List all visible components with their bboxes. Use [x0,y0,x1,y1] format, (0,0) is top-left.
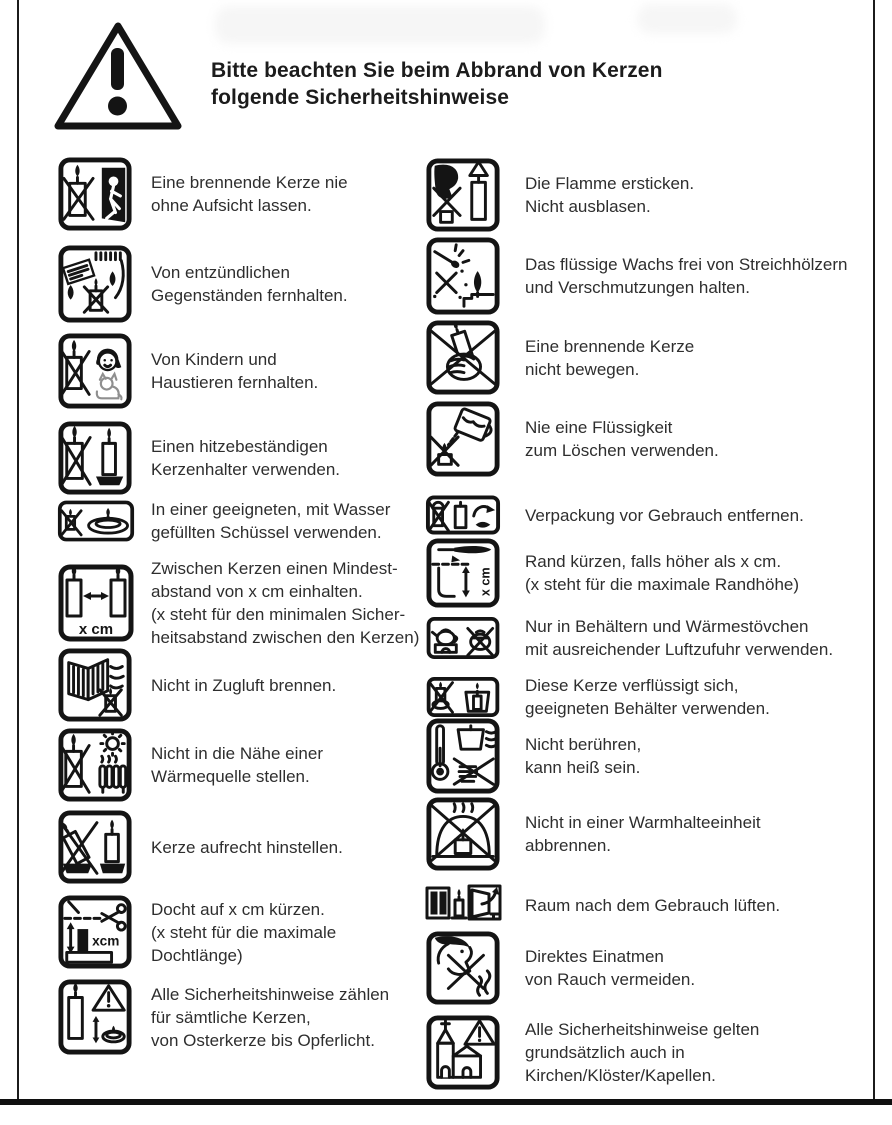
no-heat-source-icon [57,727,135,803]
safety-item [425,884,780,926]
safety-item [57,156,348,232]
safety-item-text: Einen hitzebeständigen Kerzenhalter verwenden. [151,437,341,479]
safety-item-text: Zwischen Kerzen einen Mindest- abstand von x cm einhalten. (x steht für den minimalen Sicher- heitsabstand zwischen den Kerzen) [151,559,420,647]
safety-item [57,894,336,970]
candle-distance-icon [57,560,135,646]
safety-item-text: Von Kindern und Haustieren fernhalten. [151,350,319,392]
safety-item-text: Nie eine Flüssigkeit zum Löschen verwenden. [525,418,719,460]
safety-item-text: Das flüssige Wachs frei von Streichhölzern und Verschmutzungen halten. [525,255,848,297]
safety-item-text: Direktes Einatmen von Rauch vermeiden. [525,947,696,989]
safety-item-text: Alle Sicherheitshinweise gelten grundsätzlich auch in Kirchen/Klöster/Kapellen. [525,1020,760,1085]
page-title-line2: folgende Sicherheitshinweise [211,86,510,109]
safety-item-text: Die Flamme ersticken. Nicht ausblasen. [525,174,695,216]
remove-packaging-icon [425,494,503,536]
safety-item [57,727,323,803]
safety-item-text: Verpackung vor Gebrauch entfernen. [525,505,804,525]
safety-item [425,319,694,396]
safety-item [57,244,348,324]
svg-text:x cm: x cm [78,621,114,638]
page-border-left [17,0,19,1101]
no-smoke-inhalation-icon [425,930,503,1006]
upright-candle-icon [57,809,135,885]
ventilate-room-icon [425,884,503,926]
church-use-icon [425,1014,503,1091]
safety-item-text: In einer geeigneten, mit Wasser gefüllten Schüssel verwenden. [151,500,391,542]
safety-item [425,157,694,233]
safety-item-text: Docht auf x cm kürzen. (x steht für die maximale Dochtlänge) [151,899,337,965]
safety-item [425,930,695,1006]
safety-item-text: Alle Sicherheitshinweise zählen für sämtliche Kerzen, von Osterkerze bis Opferlicht. [151,984,390,1050]
safety-item [425,236,848,316]
no-draft-icon [57,647,135,723]
safety-item-text: Eine brennende Kerze nicht bewegen. [525,336,695,379]
page-title [211,57,663,111]
unattended-candle-icon [57,156,135,232]
safety-item-text: Rand kürzen, falls höher als x cm. (x steht für die maximale Randhöhe) [525,552,800,594]
page-border-bottom [0,1099,892,1105]
safety-item-text: Kerze aufrecht hinstellen. [151,837,343,857]
warning-triangle-icon [52,20,184,132]
container-warmer-airflow-icon [425,616,503,660]
trim-rim-icon [425,537,503,609]
safety-item [57,498,390,544]
safety-item-text: Diese Kerze verflüssigt sich, geeigneten Behälter verwenden. [525,676,770,718]
children-pets-icon [57,332,135,410]
safety-item-text: Nicht in Zugluft brennen. [151,675,337,695]
heatproof-holder-icon [57,420,135,496]
safety-item-text: Nicht in die Nähe einer Wärmequelle stellen. [151,744,323,786]
smother-flame-icon [425,157,503,233]
no-moving-candle-icon [425,319,503,396]
safety-item-text: Raum nach dem Gebrauch lüften. [525,895,781,915]
safety-item [425,796,761,872]
liquefying-candle-icon [425,676,503,718]
safety-item [57,420,340,496]
safety-item [57,647,336,723]
no-liquid-extinguish-icon [425,400,503,478]
flammable-objects-icon [57,244,135,324]
safety-item [425,615,833,661]
no-warming-unit-icon [425,796,503,872]
safety-item-text: Nur in Behältern und Wärmestövchen mit ausreichender Luftzufuhr verwenden. [525,617,834,659]
safety-item [57,557,419,649]
scan-artifact [215,6,545,44]
safety-item [425,400,719,478]
safety-item-text: Von entzündlichen Gegenständen fernhalten. [151,263,348,305]
page-border-right [873,0,875,1101]
page-title-line1: Bitte beachten Sie beim Abbrand von Kerzen [211,59,663,82]
no-matches-in-wax-icon [425,236,503,316]
safety-item [57,332,318,410]
safety-item [425,537,799,609]
scan-artifact [637,4,737,34]
svg-text:xcm: xcm [92,933,120,949]
safety-item [425,674,770,720]
water-bowl-icon [57,498,135,544]
safety-item [57,978,389,1056]
safety-item-text: Eine brennende Kerze nie ohne Aufsicht lassen. [151,173,348,215]
all-candle-types-icon [57,978,135,1056]
hot-do-not-touch-icon [425,717,503,795]
safety-item [425,1014,759,1091]
svg-text:x cm: x cm [478,567,493,597]
safety-item-text: Nicht berühren, kann heiß sein. [525,735,642,777]
safety-item [425,717,641,795]
trim-wick-icon [57,894,135,970]
safety-item [425,494,804,536]
safety-item [57,809,343,885]
safety-item-text: Nicht in einer Warmhalteeinheit abbrennen. [525,813,761,855]
